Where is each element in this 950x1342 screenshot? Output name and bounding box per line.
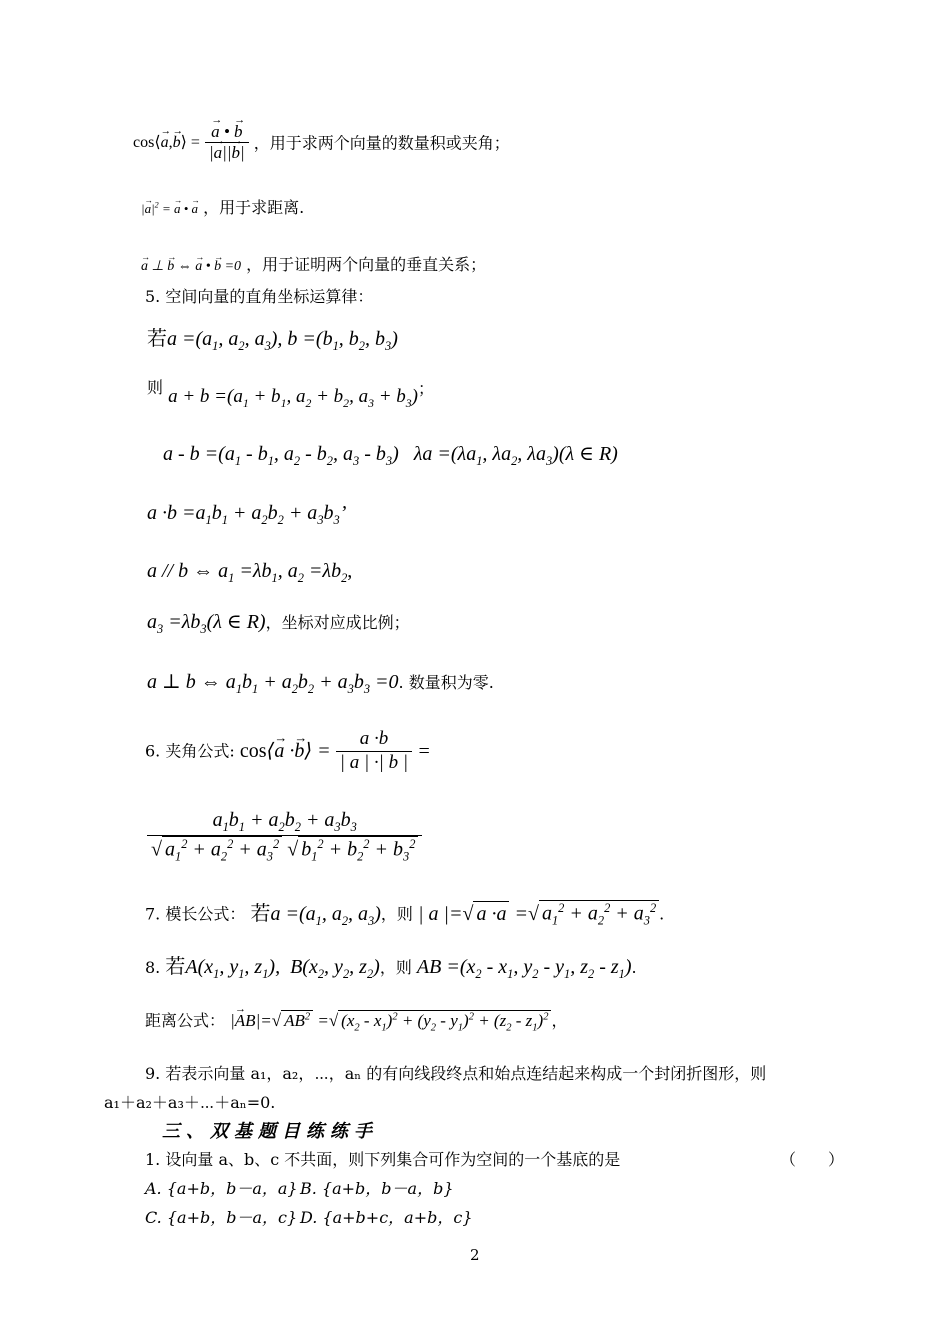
item7-ruo: 若 xyxy=(250,902,271,925)
formula-cos-dot: cos⟨→ a,→ b⟩ = → $\frac{a • \to b}{|\to a||\to b|}$ ，用于求两个向量的数量积或夹角； xyxy=(133,122,510,164)
item7-formula: 7. 模长公式： 若$a =(a_1$, $a_2$, $a_3$)，则 | a |=√ a ·a =√ $a_1^2 + a_2^2 + a_3^2$ . xyxy=(145,901,665,928)
formula-diff-scalar: $a - b =(a_1 - b_1$, $a_2 - b_2$, $a_3 - b_3$) $\lambda a =(\lambda a_1$, $\lambda a_2$, $\lambda a_3)(\lambda$ ∈ R) xyxy=(163,443,618,468)
item9-line1: 9. 若表示向量 a₁，a₂，⋯，aₙ 的有向线段终点和始点连结起来构成一个封闭折图形，则 xyxy=(145,1064,767,1083)
item7-tail: . xyxy=(659,904,665,924)
perp-tail: . 数量积为零. xyxy=(398,673,494,692)
ze-word: 则 xyxy=(147,378,164,397)
ze-tail: ； xyxy=(418,379,435,398)
formula-parallel-3: $a_3 =\lambda b_3(\lambda$ ∈ R)，坐标对应成比例； xyxy=(147,611,410,636)
ruo-word: 若 xyxy=(147,328,167,350)
item6-formula: 6. 夹角公式: cos⟨→ a ·→ b⟩ = $\frac{a \cdot b}{| a | \cdot| b |}$ = xyxy=(145,728,431,775)
formula-perpendicular: → a ⊥ → b ⇔ → a • → b =0 ，用于证明两个向量的垂直关系； xyxy=(141,255,486,276)
item8-tail: . xyxy=(631,958,637,977)
line3-suffix: ，用于证明两个向量的垂直关系； xyxy=(246,255,487,274)
question1-bracket: （ ） xyxy=(780,1150,845,1169)
formula-sum: 则 $a + b =(a_1 + b_1$, $a_2 + b_2$, $a_3 + b_3$)； xyxy=(147,378,435,410)
item7-ze: ，则 xyxy=(380,904,413,924)
item7-label: 7. 模长公式： xyxy=(145,904,246,924)
dist-tail: ， xyxy=(551,1011,568,1030)
option-d: D. {a+b+c，a+b，c} xyxy=(300,1208,473,1227)
item8-label: 8. xyxy=(145,958,161,977)
item6-fraction: $\frac{a_1b_1 + a_2b_2 + a_3b_3}{√ a_1^2 + a_2^2 + a_3^2 √ b_1^2 + b_2^2 + b_3^2}$ xyxy=(147,808,422,864)
item8-formula: 8. 若$A(x_1$, $y_1$, $z_1$), $B(x_2$, $y_2$, $z_2$)，则 AB $=(x_2 - x_1$, $y_2 - y_1$, $z_2 - z_1$). xyxy=(145,956,637,981)
item8-ruo: 若 xyxy=(165,956,186,978)
formula-dot-coords: $a \cdot b =a_1b_1 + a_2b_2 + a_3b_3$’ xyxy=(147,502,347,527)
question1-stem: 1. 设向量 a、b、c 不共面，则下列集合可作为空间的一个基底的是 xyxy=(145,1150,621,1169)
option-a: A. {a+b，b－a，a} xyxy=(145,1179,298,1198)
formula-parallel: a // b ⇔ $a_1 =\lambda b_1$, $a_2 =\lambda b_2$, xyxy=(147,560,353,585)
line2-suffix: ，用于求距离. xyxy=(203,198,305,217)
item8-ze: ，则 xyxy=(379,958,412,977)
formula-perp-coords: a ⊥ b ⇔ $a_1b_1 + a_2b_2 + a_3b_3 =0$. 数量积为零. xyxy=(147,671,494,696)
l3-tail: ，坐标对应成比例； xyxy=(265,613,410,632)
distance-formula: 距离公式： |→ AB|=√ $AB^2$ =√ $(x_2 - x_1)^2 + (y_2 - y_1)^2 + (z_2 - z_1)^2$ ， xyxy=(145,1010,567,1035)
section-heading: 三、双基题目练练手 xyxy=(162,1121,378,1142)
item6-label: 6. 夹角公式: xyxy=(145,741,235,761)
item5-label: 5. 空间向量的直角坐标运算律： xyxy=(145,287,374,306)
option-b: B. {a+b，b－a，b} xyxy=(300,1179,454,1198)
parallel-tail: , xyxy=(347,560,353,582)
line1-suffix: ，用于求两个向量的数量积或夹角； xyxy=(253,133,510,153)
item9-line2: a₁＋a₂＋a₃＋⋯＋aₙ=0. xyxy=(104,1093,276,1112)
page-number: 2 xyxy=(470,1246,480,1264)
option-c: C. {a+b，b－a，c} xyxy=(145,1208,298,1227)
dist-label: 距离公式： xyxy=(145,1011,226,1030)
formula-coords: 若$a =(a_1$, $a_2$, $a_3$), $b =(b_1$, $b_2$, $b_3$) xyxy=(147,328,398,353)
formula-norm-square: |→ $a|^2$ = → a • → a ，用于求距离. xyxy=(141,198,304,217)
